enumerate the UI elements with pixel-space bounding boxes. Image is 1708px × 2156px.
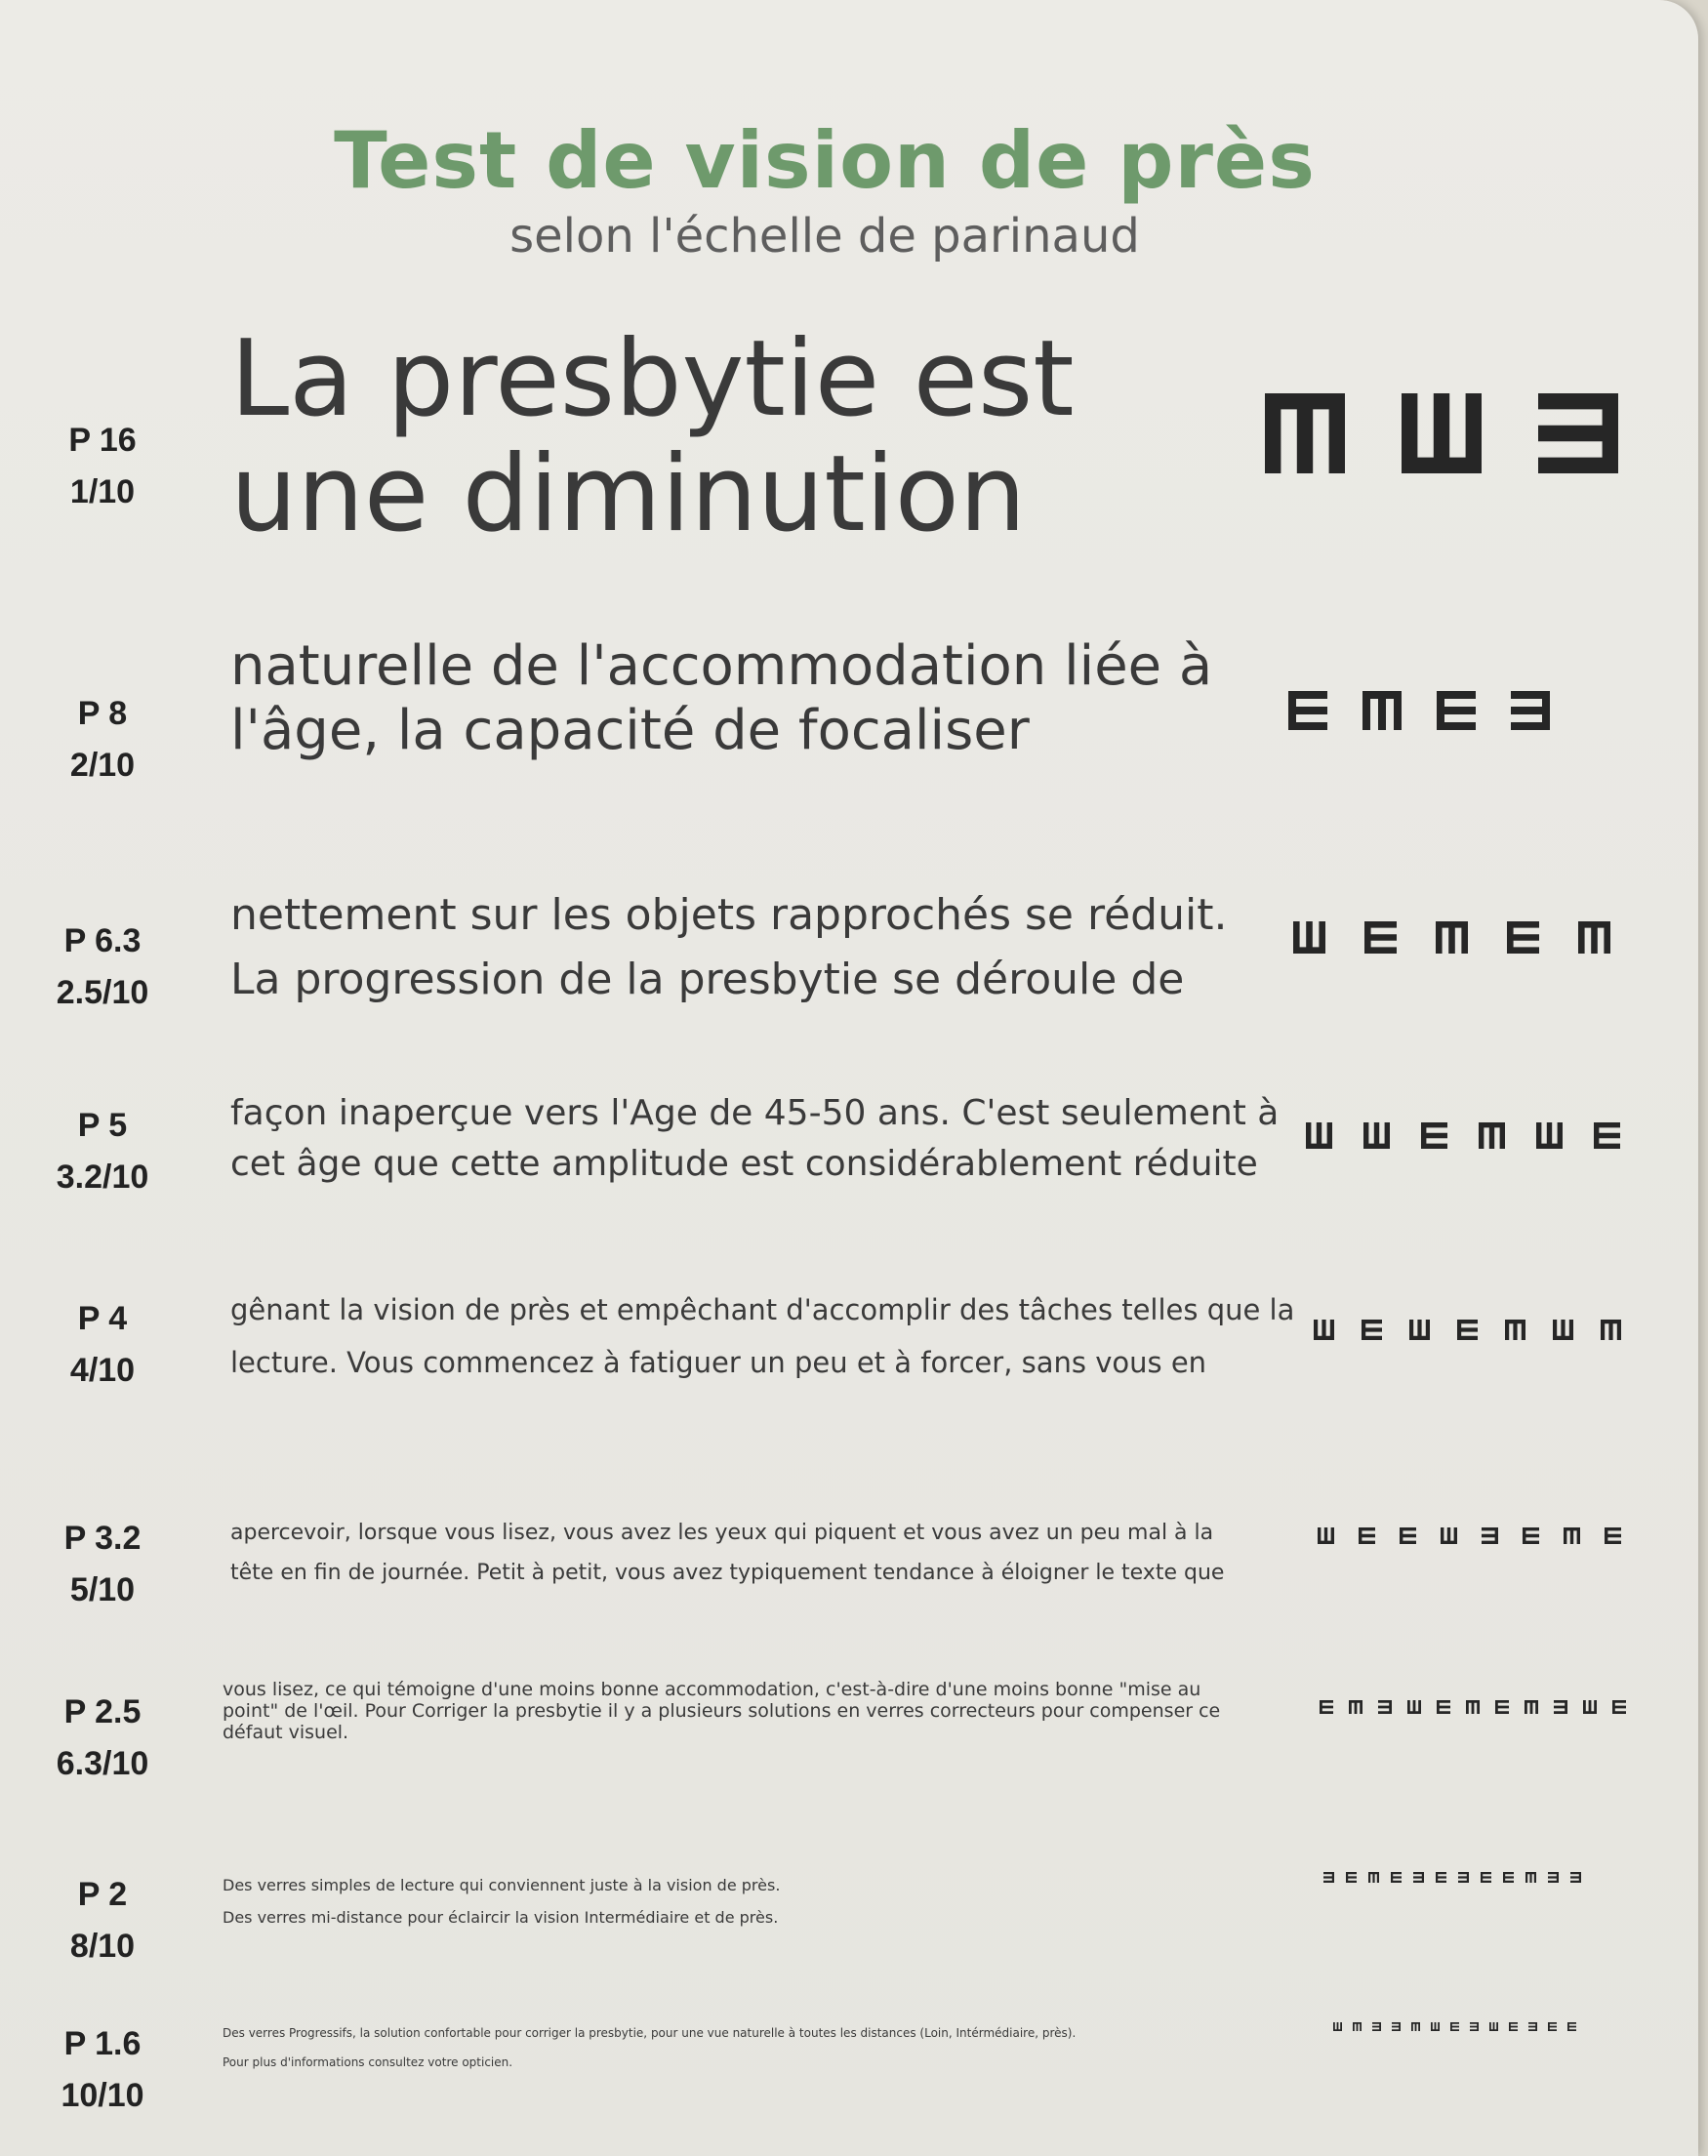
e-optotype-icon: [1368, 1872, 1379, 1883]
e-optotype-icon: [1553, 1320, 1573, 1340]
text-line: façon inaperçue vers l'Age de 45-50 ans. C'est seulement à: [230, 1093, 1280, 1133]
reading-text: [230, 1283, 1294, 1389]
text-line: naturelle de l'accommodation liée à: [230, 634, 1213, 698]
e-optotype-icon: [1265, 393, 1345, 473]
parinaud-size: P 4: [77, 1300, 128, 1337]
reading-text: [223, 1869, 780, 1933]
e-optotype-icon: [1411, 2022, 1420, 2031]
e-optotype-icon: [1364, 921, 1397, 954]
acuity-value: 3.2/10: [56, 1158, 149, 1196]
e-optotype-icon: [1503, 1872, 1514, 1883]
e-optotype-icon: [1288, 691, 1327, 730]
e-optotype-icon: [1362, 691, 1402, 730]
parinaud-size: P 6.3: [63, 922, 142, 959]
e-optotype-icon: [1578, 921, 1610, 954]
optotype-row: [1318, 1527, 1621, 1544]
e-optotype-icon: [1320, 1700, 1333, 1714]
e-optotype-icon: [1594, 1122, 1620, 1149]
e-optotype-icon: [1479, 1122, 1505, 1149]
e-optotype-icon: [1372, 2022, 1381, 2031]
e-optotype-icon: [1505, 1320, 1525, 1340]
parinaud-size: P 2.5: [63, 1693, 142, 1730]
optotype-row: [1333, 2022, 1576, 2031]
chart-row: [0, 318, 1698, 576]
e-optotype-icon: [1583, 1700, 1597, 1714]
optotype-row: [1306, 1122, 1620, 1149]
reading-text: [230, 318, 1075, 555]
text-line: Des verres simples de lecture qui conviennent juste à la vision de près.: [223, 1876, 781, 1894]
page-title: Test de vision de près: [334, 115, 1316, 206]
reading-text: [230, 1513, 1224, 1593]
e-optotype-icon: [1409, 1320, 1430, 1340]
e-optotype-icon: [1554, 1700, 1567, 1714]
e-optotype-icon: [1538, 393, 1618, 473]
e-optotype-icon: [1509, 2022, 1518, 2031]
e-optotype-icon: [1525, 1700, 1538, 1714]
row-label: [20, 2018, 185, 2121]
optotype-row: [1323, 1872, 1581, 1883]
row-label: [20, 915, 185, 1018]
chart-row: [0, 1283, 1698, 1389]
text-line: défaut visuel.: [223, 1722, 349, 1743]
e-optotype-icon: [1450, 2022, 1459, 2031]
acuity-value: 2/10: [69, 746, 136, 784]
e-optotype-icon: [1349, 1700, 1362, 1714]
e-optotype-icon: [1564, 1527, 1580, 1544]
e-optotype-icon: [1481, 1872, 1491, 1883]
e-optotype-icon: [1457, 1320, 1478, 1340]
e-optotype-icon: [1536, 1122, 1563, 1149]
acuity-value: 1/10: [69, 472, 136, 510]
e-optotype-icon: [1293, 921, 1325, 954]
row-label: [20, 688, 185, 791]
row-label: [20, 1687, 185, 1789]
text-line: Des verres mi-distance pour éclaircir la vision Intermédiaire et de près.: [223, 1908, 779, 1927]
e-optotype-icon: [1441, 1527, 1457, 1544]
acuity-value: 4/10: [69, 1351, 136, 1389]
optotype-row: [1293, 921, 1610, 954]
reading-text: [230, 883, 1227, 1012]
e-optotype-icon: [1436, 1872, 1446, 1883]
text-line: nettement sur les objets rapprochés se réduit.: [230, 890, 1228, 940]
e-optotype-icon: [1525, 1872, 1536, 1883]
e-optotype-icon: [1437, 691, 1476, 730]
text-line: l'âge, la capacité de focaliser: [230, 699, 1030, 762]
page-subtitle: selon l'échelle de parinaud: [509, 209, 1140, 264]
text-line: cet âge que cette amplitude est considérablement réduite: [230, 1144, 1258, 1184]
text-line: tête en fin de journée. Petit à petit, vous avez typiquement tendance à éloigner le texte que: [230, 1561, 1225, 1585]
e-optotype-icon: [1421, 1122, 1447, 1149]
e-optotype-icon: [1612, 1700, 1626, 1714]
text-line: La progression de la presbytie se déroule de: [230, 955, 1185, 1004]
row-label: [20, 1869, 185, 1972]
parinaud-size: P 16: [68, 422, 137, 459]
e-optotype-icon: [1507, 921, 1539, 954]
chart-row: [0, 883, 1698, 1010]
row-label: [20, 415, 185, 517]
e-optotype-icon: [1570, 1872, 1581, 1883]
acuity-value: 10/10: [61, 2076, 144, 2114]
text-line: gênant la vision de près et empêchant d'accomplir des tâches telles que la: [230, 1293, 1295, 1326]
optotype-row: [1265, 393, 1618, 473]
text-line: La presbytie est: [230, 318, 1075, 440]
chart-row: [0, 634, 1698, 784]
e-optotype-icon: [1567, 2022, 1576, 2031]
e-optotype-icon: [1391, 1872, 1402, 1883]
text-line: point" de l'œil. Pour Corriger la presbytie il y a plusieurs solutions en verres correcteurs pour compenser ce: [223, 1700, 1221, 1722]
e-optotype-icon: [1489, 2022, 1498, 2031]
parinaud-size: P 5: [77, 1107, 128, 1144]
parinaud-size: P 1.6: [63, 2025, 142, 2062]
e-optotype-icon: [1436, 921, 1468, 954]
e-optotype-icon: [1346, 1872, 1357, 1883]
e-optotype-icon: [1601, 1320, 1621, 1340]
e-optotype-icon: [1314, 1320, 1334, 1340]
optotype-row: [1314, 1320, 1621, 1340]
e-optotype-icon: [1605, 1527, 1621, 1544]
text-line: Pour plus d'informations consultez votre opticien.: [223, 2055, 513, 2069]
text-line: lecture. Vous commencez à fatiguer un peu et à forcer, sans vous en: [230, 1346, 1207, 1379]
text-line: une diminution: [230, 433, 1027, 555]
text-line: Des verres Progressifs, la solution confortable pour corriger la presbytie, pour une vue naturelle à toutes les distances (Loin, Intérmédiaire, près).: [223, 2026, 1077, 2040]
e-optotype-icon: [1318, 1527, 1334, 1544]
e-optotype-icon: [1407, 1700, 1421, 1714]
e-optotype-icon: [1413, 1872, 1424, 1883]
e-optotype-icon: [1548, 2022, 1557, 2031]
e-optotype-icon: [1495, 1700, 1509, 1714]
e-optotype-icon: [1470, 2022, 1479, 2031]
chart-row: [0, 1679, 1698, 1782]
reading-text: [223, 2018, 1076, 2077]
optotype-row: [1288, 691, 1550, 730]
text-line: vous lisez, ce qui témoigne d'une moins bonne accommodation, c'est-à-dire d'une moins bonne "mise au: [223, 1679, 1201, 1700]
chart-row: [0, 1088, 1698, 1196]
e-optotype-icon: [1482, 1527, 1498, 1544]
e-optotype-icon: [1437, 1700, 1450, 1714]
e-optotype-icon: [1362, 1320, 1382, 1340]
e-optotype-icon: [1466, 1700, 1480, 1714]
e-optotype-icon: [1402, 393, 1482, 473]
row-label: [20, 1513, 185, 1615]
parinaud-size: P 3.2: [63, 1520, 142, 1557]
optotype-row: [1320, 1700, 1626, 1714]
acuity-value: 5/10: [69, 1570, 136, 1608]
row-label: [20, 1100, 185, 1202]
e-optotype-icon: [1378, 1700, 1392, 1714]
chart-row: [0, 1869, 1698, 1965]
e-optotype-icon: [1359, 1527, 1375, 1544]
e-optotype-icon: [1523, 1527, 1539, 1544]
reading-text: [223, 1679, 1220, 1743]
e-optotype-icon: [1353, 2022, 1362, 2031]
reading-text: [230, 634, 1212, 763]
e-optotype-icon: [1511, 691, 1550, 730]
acuity-value: 6.3/10: [56, 1744, 149, 1782]
e-optotype-icon: [1323, 1872, 1334, 1883]
text-line: apercevoir, lorsque vous lisez, vous avez les yeux qui piquent et vous avez un peu mal à la: [230, 1521, 1214, 1545]
e-optotype-icon: [1548, 1872, 1559, 1883]
reading-text: [230, 1088, 1279, 1190]
e-optotype-icon: [1306, 1122, 1332, 1149]
e-optotype-icon: [1458, 1872, 1469, 1883]
e-optotype-icon: [1363, 1122, 1390, 1149]
e-optotype-icon: [1333, 2022, 1342, 2031]
parinaud-size: P 8: [77, 695, 128, 732]
e-optotype-icon: [1528, 2022, 1537, 2031]
acuity-value: 8/10: [69, 1927, 136, 1965]
e-optotype-icon: [1431, 2022, 1440, 2031]
acuity-value: 2.5/10: [56, 973, 149, 1011]
chart-row: [0, 2018, 1698, 2114]
e-optotype-icon: [1392, 2022, 1401, 2031]
row-label: [20, 1293, 185, 1396]
parinaud-size: P 2: [77, 1876, 128, 1913]
chart-row: [0, 1513, 1698, 1610]
e-optotype-icon: [1400, 1527, 1416, 1544]
